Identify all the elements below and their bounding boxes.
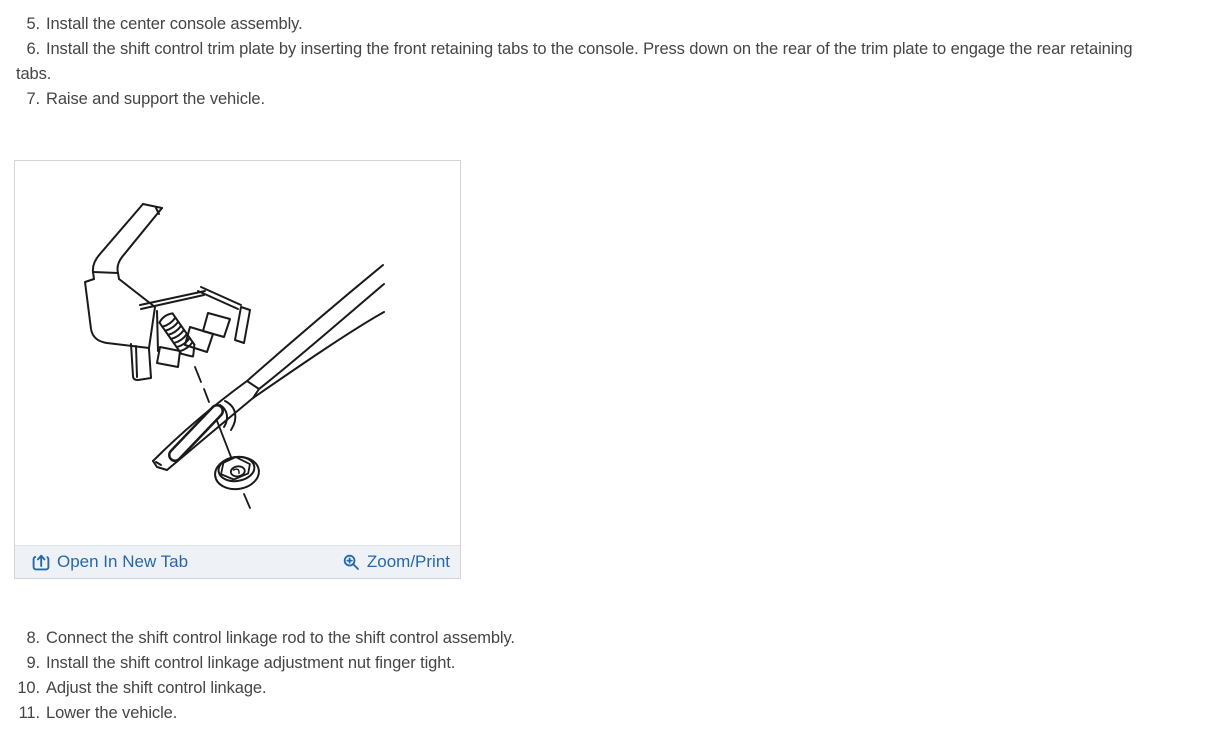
step-text: Lower the vehicle. (46, 704, 178, 722)
step-number: 8. (26, 629, 40, 647)
step-number: 5. (26, 15, 40, 33)
open-in-new-tab-label: Open In New Tab (57, 552, 189, 571)
step-item (16, 37, 1168, 87)
step-item (16, 12, 1168, 37)
zoom-print-link[interactable] (343, 552, 450, 572)
step-text: Connect the shift control linkage rod to the shift control assembly. (46, 629, 515, 647)
open-in-new-tab-link[interactable] (32, 552, 188, 572)
step-item (16, 676, 1168, 701)
step-item (16, 701, 1168, 726)
step-text: Raise and support the vehicle. (46, 90, 265, 108)
zoom-print-label: Zoom/Print (366, 552, 450, 571)
step-text: Install the center console assembly. (46, 15, 303, 33)
instruction-list-top (16, 12, 1168, 112)
step-number: 10. (17, 679, 40, 697)
step-number: 9. (26, 654, 40, 672)
figure-footer (15, 545, 460, 578)
step-number: 11. (18, 704, 40, 722)
step-text: Install the shift control trim plate by inserting the front retaining tabs to the console. Press down on the rear of the trim plate to engage the rear retaining tabs. (16, 40, 1133, 83)
figure-panel (14, 160, 461, 579)
instruction-list-bottom (16, 626, 1168, 726)
step-text: Adjust the shift control linkage. (46, 679, 267, 697)
shift-linkage-diagram (15, 161, 460, 545)
open-in-new-tab-icon (32, 553, 50, 571)
step-item (16, 87, 1168, 112)
step-number: 6. (26, 40, 40, 58)
step-item (16, 626, 1168, 651)
step-text: Install the shift control linkage adjustment nut finger tight. (46, 654, 456, 672)
step-item (16, 651, 1168, 676)
step-number: 7. (26, 90, 40, 108)
magnifier-plus-icon (343, 554, 360, 571)
